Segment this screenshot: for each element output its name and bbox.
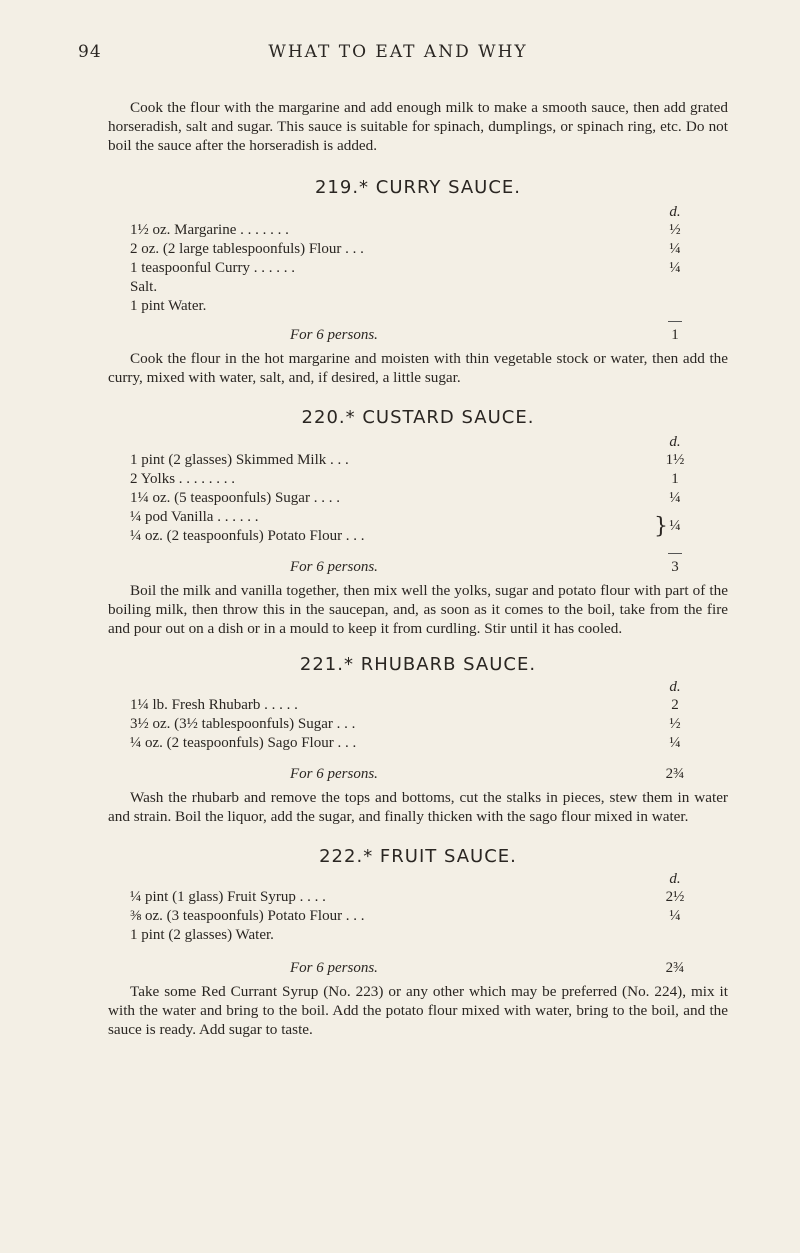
intro-paragraph: Cook the flour with the margarine and add enough milk to make a smooth sauce, then add grated horseradish, salt and sugar. This sauce is suitable for spinach, dumplings, or spinach ring, etc. Do not boil the sauce after the horseradish is added. [108, 99, 728, 154]
ingredient-row: ¼ pod Vanilla . . . . . . [130, 509, 259, 525]
cost-header: d. [669, 434, 681, 450]
ingredient-list [130, 204, 690, 317]
total-rule [668, 553, 682, 554]
cost-header: d. [669, 871, 681, 887]
ingredient-row: Salt. [130, 279, 158, 295]
servings-row [130, 559, 690, 581]
recipe-219 [108, 177, 728, 387]
total-cost: 3 [671, 559, 679, 575]
ingredient-row: 1 pint (2 glasses) Water. [130, 927, 274, 943]
ingredient-row: 1 pint Water. [130, 298, 207, 314]
ingredient-row: 1 pint (2 glasses) Skimmed Milk . . . 1½ [130, 452, 685, 468]
total-cost: 2¾ [665, 766, 685, 782]
total-cost: 1 [671, 327, 679, 343]
page-header [78, 42, 718, 72]
recipe-221 [108, 654, 728, 826]
ingredient-row: 1¼ lb. Fresh Rhubarb . . . . . 2 [130, 697, 679, 713]
ingredient-row: ¼ oz. (2 teaspoonfuls) Sago Flour . . . ¼ [130, 735, 681, 751]
ingredient-row: 3½ oz. (3½ tablespoonfuls) Sugar . . . ½ [130, 716, 681, 732]
ingredient-row: ¼ oz. (2 teaspoonfuls) Potato Flour . . . [130, 528, 365, 544]
servings-label: For 6 persons. [290, 960, 378, 976]
ingredient-list [130, 871, 690, 946]
total-cost: 2¾ [665, 960, 685, 976]
page-content [108, 98, 728, 1039]
servings-label: For 6 persons. [290, 327, 378, 343]
brace-mark: } [654, 514, 668, 539]
recipe-title: 219.* CURRY SAUCE. [314, 177, 522, 198]
brace-cost: ¼ [669, 518, 681, 534]
recipe-222 [108, 846, 728, 1039]
recipe-method: Boil the milk and vanilla together, then mix well the yolks, sugar and potato flour with part of the boiling milk, then throw this in the saucepan, and, as soon as it comes to the boil, take from the fire and pour out on a dish or in a mould to keep it from curdling. Stir until it has cooled. [108, 582, 728, 637]
servings-row [130, 327, 690, 349]
recipe-method: Wash the rhubarb and remove the tops and bottoms, cut the stalks in pieces, stew them in water and strain. Boil the liquor, add the sugar, and finally thicken with the sago flour mixed in water. [108, 789, 728, 825]
page-number: 94 [78, 42, 102, 62]
servings-row [130, 766, 690, 788]
ingredient-row: ⅜ oz. (3 teaspoonfuls) Potato Flour . . . ¼ [130, 908, 681, 924]
cost-header: d. [669, 204, 681, 220]
total-rule [668, 321, 682, 322]
ingredient-row: 2 Yolks . . . . . . . . 1 [130, 471, 679, 487]
recipe-method: Take some Red Currant Syrup (No. 223) or any other which may be preferred (No. 224), mix it with the water and bring to the boil. Add the potato flour mixed with water, bring to the boil, and the sauce is ready. Add sugar to taste. [108, 983, 728, 1038]
recipe-220 [108, 407, 728, 638]
ingredient-list [130, 434, 690, 547]
servings-label: For 6 persons. [290, 559, 378, 575]
cost-header: d. [669, 679, 681, 695]
ingredient-row: 1 teaspoonful Curry . . . . . . ¼ [130, 260, 681, 276]
servings-row [130, 960, 690, 982]
recipe-title: 221.* RHUBARB SAUCE. [299, 654, 537, 675]
recipe-title: 220.* CUSTARD SAUCE. [301, 407, 535, 428]
recipe-title: 222.* FRUIT SAUCE. [319, 846, 517, 867]
ingredient-list [130, 679, 690, 754]
ingredient-row: 2 oz. (2 large tablespoonfuls) Flour . . . ¼ [130, 241, 681, 257]
ingredient-row: 1¼ oz. (5 teaspoonfuls) Sugar . . . . ¼ [130, 490, 681, 506]
recipe-method: Cook the flour in the hot margarine and moisten with thin vegetable stock or water, then add the curry, mixed with water, salt, and, if desired, a little sugar. [108, 350, 728, 386]
running-title: WHAT TO EAT AND WHY [268, 42, 528, 62]
ingredient-row: 1½ oz. Margarine . . . . . . . ½ [130, 222, 681, 238]
servings-label: For 6 persons. [290, 766, 378, 782]
ingredient-row: ¼ pint (1 glass) Fruit Syrup . . . . 2½ [130, 889, 685, 905]
